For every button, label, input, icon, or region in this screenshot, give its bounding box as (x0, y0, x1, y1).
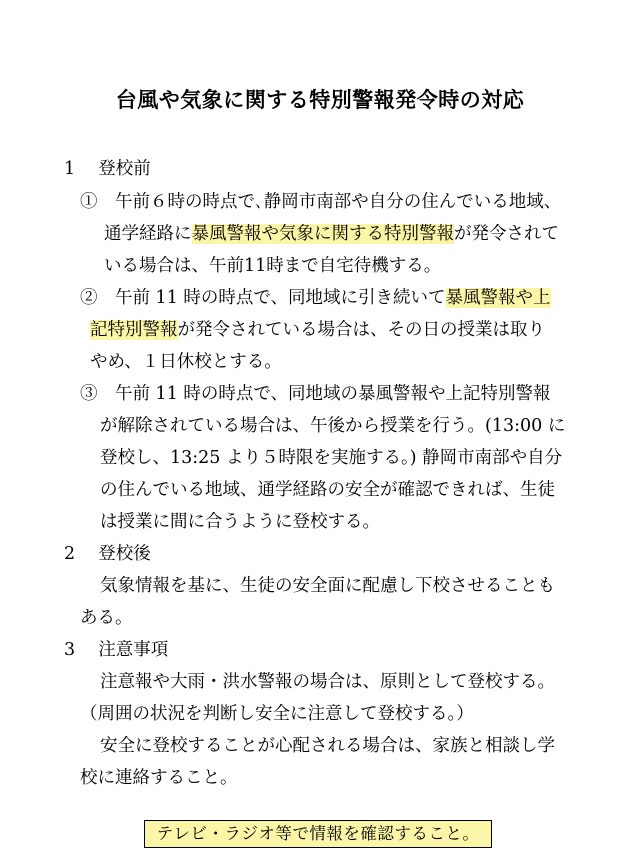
item-3-line-1: ③ 午前 11 時の時点で、同地域の暴風警報や上記特別警報 (80, 384, 551, 404)
item-3-line-5: は授業に間に合うように登校する。 (100, 512, 380, 532)
section-3-line-3: 安全に登校することが心配される場合は、家族と相談し学 (100, 736, 555, 756)
section-3-line-1: 注意報や大雨・洪水警報の場合は、原則として登校する。 (100, 672, 555, 692)
item-2-line-2-text: が発令されている場合は、その日の授業は取り (177, 320, 545, 340)
section-3-line-4: 校に連絡すること。 (80, 768, 238, 788)
section-2-line-2: ある。 (80, 608, 133, 628)
footer-notice: テレビ・ラジオ等で情報を確認すること。 (144, 820, 492, 848)
item-1-line-3: いる場合は、午前11時まで自宅待機する。 (104, 256, 442, 276)
item-2-line-1 (80, 286, 551, 310)
item-1-line-2-tail: が発令されて (454, 224, 559, 244)
section-3-line-2: （周囲の状況を判断し安全に注意して登校する。） (80, 704, 474, 724)
item-3-line-3: 登校し、13:25 より５時限を実施する。) 静岡市南部や自分 (100, 448, 563, 468)
item-1-line-2-text: 通学経路に (104, 224, 192, 244)
item-3-line-2: が解除されている場合は、午後から授業を行う。(13:00 に (100, 416, 566, 436)
item-1-line-1: ① 午前６時の時点で､静岡市南部や自分の住んでいる地域、 (80, 192, 562, 212)
highlight-warning-text: 暴風警報や気象に関する特別警報 (191, 224, 454, 244)
item-2-line-3: やめ、１日休校とする。 (90, 352, 282, 372)
item-3-line-4: の住んでいる地域、通学経路の安全が確認できれば、生徒 (100, 480, 555, 500)
page-title: 台風や気象に関する特別警報発令時の対応 (115, 88, 525, 112)
item-1-line-2 (104, 222, 559, 246)
section-1-heading: 1 登校前 (64, 159, 151, 179)
section-2-line-1: 気象情報を基に、生徒の安全面に配慮し下校させることも (100, 576, 555, 596)
item-2-line-1-text: ② 午前 11 時の時点で、同地域に引き続いて (80, 288, 446, 308)
section-3-heading: 3 注意事項 (64, 640, 169, 660)
section-2-heading: 2 登校後 (64, 544, 151, 564)
item-2-line-2 (90, 318, 545, 342)
highlight-warning-text: 記特別警報 (90, 320, 178, 340)
highlight-warning-text: 暴風警報や上 (445, 288, 551, 308)
